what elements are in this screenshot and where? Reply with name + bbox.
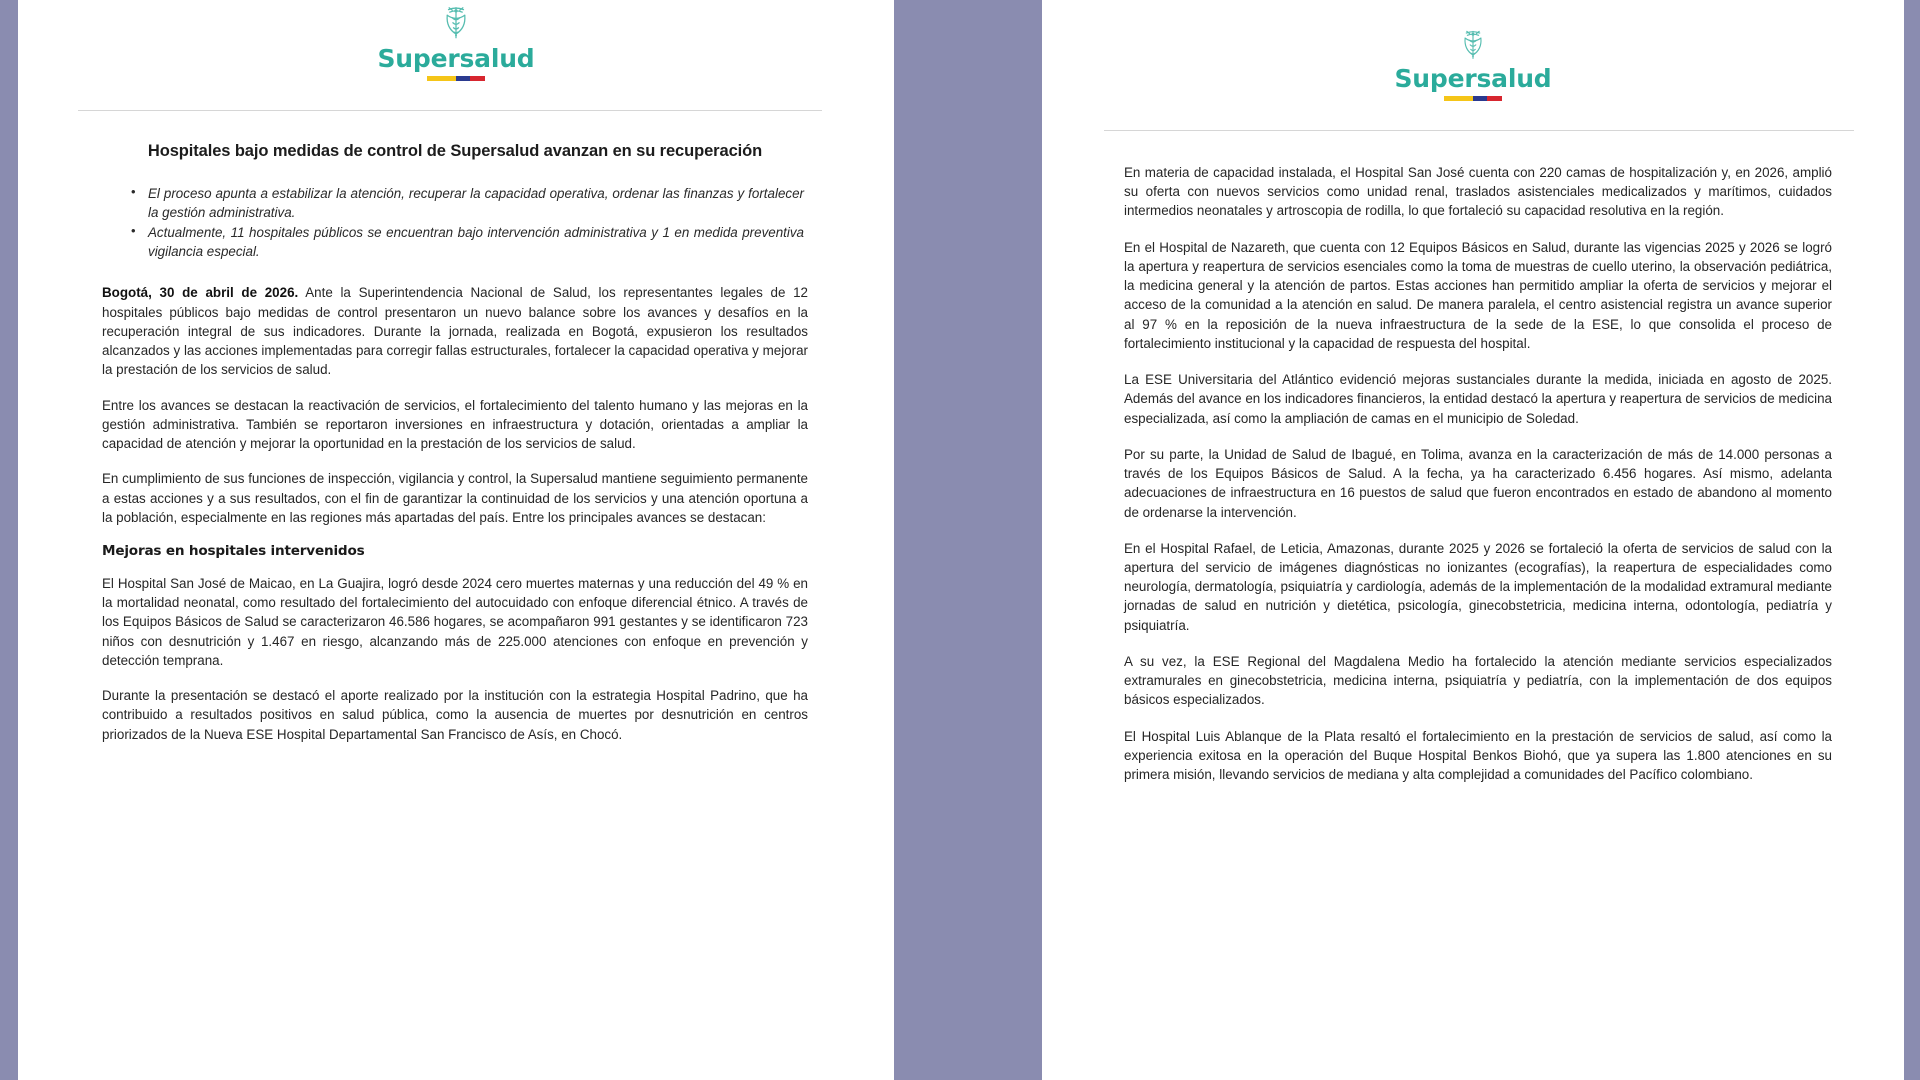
letterhead-page-1 bbox=[18, 0, 894, 111]
paragraph: A su vez, la ESE Regional del Magdalena Medio ha fortalecido la atención mediante servicios especializados extramurales en ginecobstetricia, medicina interna, psiquiatría y pediatría, con la implementación de dos equipos básicos especializados. bbox=[1124, 653, 1832, 708]
list-item: • El proceso apunta a estabilizar la atención, recuperar la capacidad operativa, ordenar las finanzas y fortalecer la gestión administrativa. bbox=[148, 184, 808, 222]
section-subheading: Mejoras en hospitales intervenidos bbox=[102, 542, 365, 559]
flag-stripe-blue bbox=[456, 76, 470, 81]
paragraph: Durante la presentación se destacó el aporte realizado por la institución con la estrategia Hospital Padrino, que ha contribuido a resultados positivos en salud pública, como la ausencia de muertes por desnutrición en centros priorizados de la Nueva ESE Hospital Departamental San Francisco de Asís, en Chocó. bbox=[102, 688, 808, 742]
article-body-page-1 bbox=[18, 111, 894, 744]
paragraph: En el Hospital de Nazareth, que cuenta con 12 Equipos Básicos en Salud, durante las vigencias 2025 y 2026 se logró la apertura y reapertura de servicios esenciales como la toma de muestras de cuello uterino, la observación pediátrica, la medicina general y la atención de partos. Estas acciones han permitido ampliar la oferta de servicios y mejorar el acceso de la comunidad a la atención en salud. De manera paralela, el centro asistencial registra un avance superior al 97 % en la reposición de la nueva infraestructura de la sede de la ESE, lo que consolida el proceso de fortalecimiento institucional y la capacidad de respuesta del hospital. bbox=[1124, 239, 1832, 351]
caduceus-shield-icon bbox=[436, 4, 476, 44]
paragraph: En el Hospital Rafael, de Leticia, Amazonas, durante 2025 y 2026 se fortaleció la oferta de servicios de salud con la apertura del servicio de imágenes diagnósticas no ionizantes (ecografías), la reapertura de especialidades como neurología, dermatología, psiquiatría y cardiología, además de la implementación de la modalidad extramural mediante jornadas de salud en nutrición y dietética, psicología, ginecobstetricia, medicina interna, odontología, pediatría y psiquiatría. bbox=[1124, 540, 1832, 633]
flag-stripe-blue bbox=[1473, 96, 1487, 101]
paragraph: El Hospital San José de Maicao, en La Guajira, logró desde 2024 cero muertes maternas y una reducción del 49 % en la mortalidad neonatal, como resultado del fortalecimiento del autocuidado con enfoque diferencial étnico. A través de los Equipos Básicos de Salud se caracterizaron 46.586 hogares, se acompañaron 991 gestantes y se identificaron 723 niños con desnutrición y 1.467 en riesgo, alcanzando más de 225.000 atenciones con enfoque en prevención y detección temprana. bbox=[102, 575, 808, 668]
paragraph: En cumplimiento de sus funciones de inspección, vigilancia y control, la Supersalud mantiene seguimiento permanente a estas acciones y a sus resultados, con el fin de garantizar la continuidad de los servicios y una atención oportuna a la población, especialmente en las regiones más apartadas del país. Entre los principales avances se destacan: bbox=[102, 471, 808, 525]
brand-wordmark: Supersalud bbox=[1394, 64, 1552, 93]
viewer-gutter-left bbox=[0, 0, 18, 1080]
paragraph: Entre los avances se destacan la reactivación de servicios, el fortalecimiento del talento humano y las mejoras en la gestión administrativa. También se reportaron inversiones en infraestructura y dotación, orientadas a ampliar la capacidad de atención y mejorar la oportunidad en la prestación de los servicios de salud. bbox=[102, 397, 808, 452]
paragraph-dateline bbox=[102, 283, 808, 379]
caduceus-shield-icon bbox=[1455, 28, 1491, 64]
viewer-gutter-right bbox=[1904, 0, 1920, 1080]
list-item: • Actualmente, 11 hospitales públicos se encuentran bajo intervención administrativa y 1 en medida preventiva vigilancia especial. bbox=[148, 223, 808, 261]
article-body-page-2 bbox=[1042, 131, 1904, 784]
document-page-2 bbox=[1042, 0, 1904, 1080]
lede-bullet-list bbox=[102, 184, 808, 262]
paragraph: El Hospital Luis Ablanque de la Plata resaltó el fortalecimiento en la prestación de servicios de salud, así como la experiencia exitosa en la operación del Buque Hospital Benkos Biohó, que ya supera las 1.800 atenciones en su primera misión, llevando servicios de mediana y alta complejidad a comunidades del Pacífico colombiano. bbox=[1124, 728, 1832, 783]
flag-stripe-yellow bbox=[427, 76, 456, 81]
paragraph-text: Ante la Superintendencia Nacional de Salud, los representantes legales de 12 hospitales públicos bajo medidas de control presentaron un nuevo balance sobre los avances y desafíos en la recuperación integral de sus indicadores. Durante la jornada, realizada en Bogotá, expusieron los resultados alcanzados y las acciones implementadas para corregir fallas estructurales, fortalecer la capacidad operativa y mejorar la prestación de los servicios de salud. bbox=[102, 285, 809, 378]
colombia-flag-bar bbox=[427, 76, 485, 81]
document-page-1 bbox=[18, 0, 894, 1080]
paragraph: En materia de capacidad instalada, el Hospital San José cuenta con 220 camas de hospitalización y, en 2026, amplió su oferta con nuevos servicios como unidad renal, traslados asistenciales medicalizados y marítimos, cuidados intermedios neonatales y artroscopia de rodilla, lo que fortaleció su capacidad resolutiva en la región. bbox=[1124, 165, 1832, 219]
colombia-flag-bar bbox=[1444, 96, 1502, 101]
letterhead-page-2 bbox=[1042, 0, 1904, 131]
flag-stripe-red bbox=[470, 76, 485, 81]
brand-wordmark: Supersalud bbox=[377, 44, 535, 73]
flag-stripe-red bbox=[1487, 96, 1502, 101]
supersalud-logo bbox=[1395, 28, 1552, 101]
viewer-gutter-between-pages bbox=[894, 0, 1042, 1080]
flag-stripe-yellow bbox=[1444, 96, 1473, 101]
dateline-text: Bogotá, 30 de abril de 2026. bbox=[102, 285, 299, 301]
paragraph: La ESE Universitaria del Atlántico evidenció mejoras sustanciales durante la medida, iniciada en agosto de 2025. Además del avance en los indicadores financieros, la entidad destacó la apertura y reapertura de servicios de medicina especializada, así como la ampliación de camas en el municipio de Soledad. bbox=[1124, 372, 1832, 426]
supersalud-logo bbox=[378, 4, 535, 81]
paragraph: Por su parte, la Unidad de Salud de Ibagué, en Tolima, avanza en la caracterización de más de 14.000 personas a través de los Equipos Básicos de Salud. A la fecha, ya ha caracterizado 6.456 hogares. Así mismo, adelanta adecuaciones de infraestructura en 16 puestos de salud que fueron encontrados en estado de abandono al momento de ordenarse la intervención. bbox=[1124, 446, 1832, 520]
page-title: Hospitales bajo medidas de control de Supersalud avanzan en su recuperación bbox=[147, 142, 763, 160]
